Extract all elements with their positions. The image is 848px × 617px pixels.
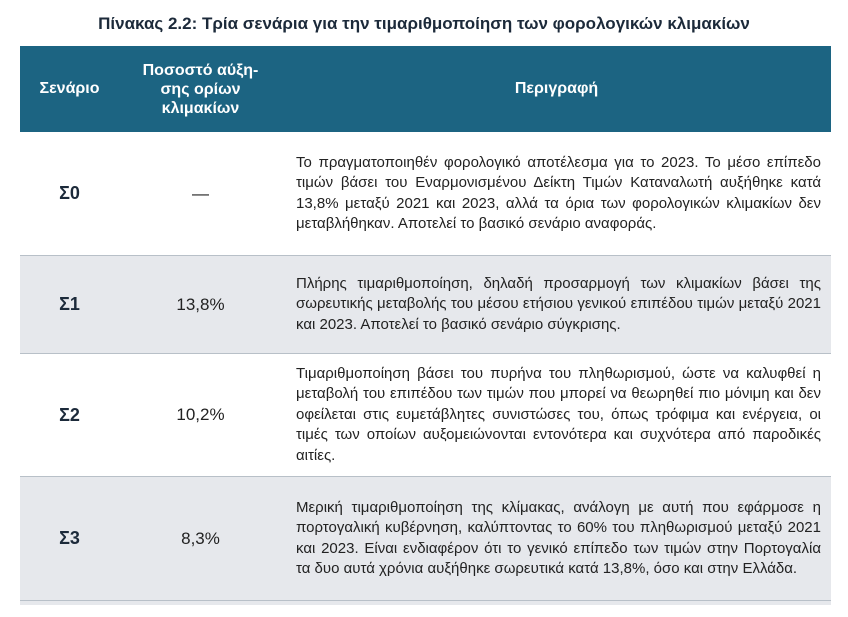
table-row	[20, 354, 831, 477]
cell-description: Το πραγματοποιηθέν φορολογικό αποτέλεσμα για το 2023. Το μέσο επίπεδο τιμών βάσει του Εναρμονισμένου Δείκτη Τιμών Καταναλωτή αυξήθηκε κατά 13,8% μεταξύ 2021 και 2023, αλλά τα όρια των φορολογικών κλιμακίων δεν μεταβλήθηκαν. Αποτελεί το βασικό σενάριο αναφοράς.	[296, 153, 821, 232]
scenarios-table	[20, 46, 831, 601]
cell-scenario: Σ3	[59, 528, 80, 548]
header-rate: Ποσοστό αύξη-σης ορίων κλιμακίων	[142, 61, 259, 117]
cell-rate: 13,8%	[176, 294, 225, 314]
table-header	[20, 46, 831, 132]
cell-description: Πλήρης τιμαριθμοποίηση, δηλαδή προσαρμογή των κλιμακίων βάσει της σωρευτικής μεταβολής του μέσου ετήσιου γενικού επιπέδου τιμών μεταξύ 2021 και 2023. Αποτελεί το βασικό σενάριο σύγκρισης.	[296, 274, 821, 333]
cell-description: Τιμαριθμοποίηση βάσει του πυρήνα του πληθωρισμού, ώστε να καλυφθεί η μεταβολή του επιπέδου των τιμών που μπορεί να θεωρηθεί πιο μόνιμη και δεν οφείλεται στις ευμετάβλητες συνιστώσες του, όπως τρόφιμα και ενέργεια, οι τιμές των οποίων αυξομειώνονται εντονότερα και συχνότερα από παροδικές αιτίες.	[296, 364, 821, 464]
cell-rate: —	[192, 183, 209, 203]
cell-scenario: Σ1	[59, 294, 80, 314]
header-scenario: Σενάριο	[39, 80, 100, 97]
cell-description: Μερική τιμαριθμοποίηση της κλίμακας, ανάλογη με αυτή που εφάρμοσε η πορτογαλική κυβέρνηση, καλύπτοντας το 60% του πληθωρισμού μεταξύ 2021 και 2023. Είναι ενδιαφέρον ότι το γενικό επίπεδο των τιμών στην Πορτογαλία τα δυο αυτά χρόνια αυξήθηκε σωρευτικά κατά 13,8%, όσο και στην Ελλάδα.	[296, 498, 821, 577]
table-row	[20, 477, 831, 601]
table-row	[20, 132, 831, 256]
cell-scenario: Σ2	[59, 404, 80, 425]
table-title: Πίνακας 2.2: Τρία σενάρια για την τιμαριθμοποίηση των φορολογικών κλιμακίων	[98, 14, 750, 33]
cell-rate: 10,2%	[176, 405, 225, 424]
table-row	[20, 256, 831, 354]
header-description: Περιγραφή	[514, 80, 599, 97]
cell-rate: 8,3%	[181, 528, 220, 548]
cell-scenario: Σ0	[59, 183, 80, 203]
